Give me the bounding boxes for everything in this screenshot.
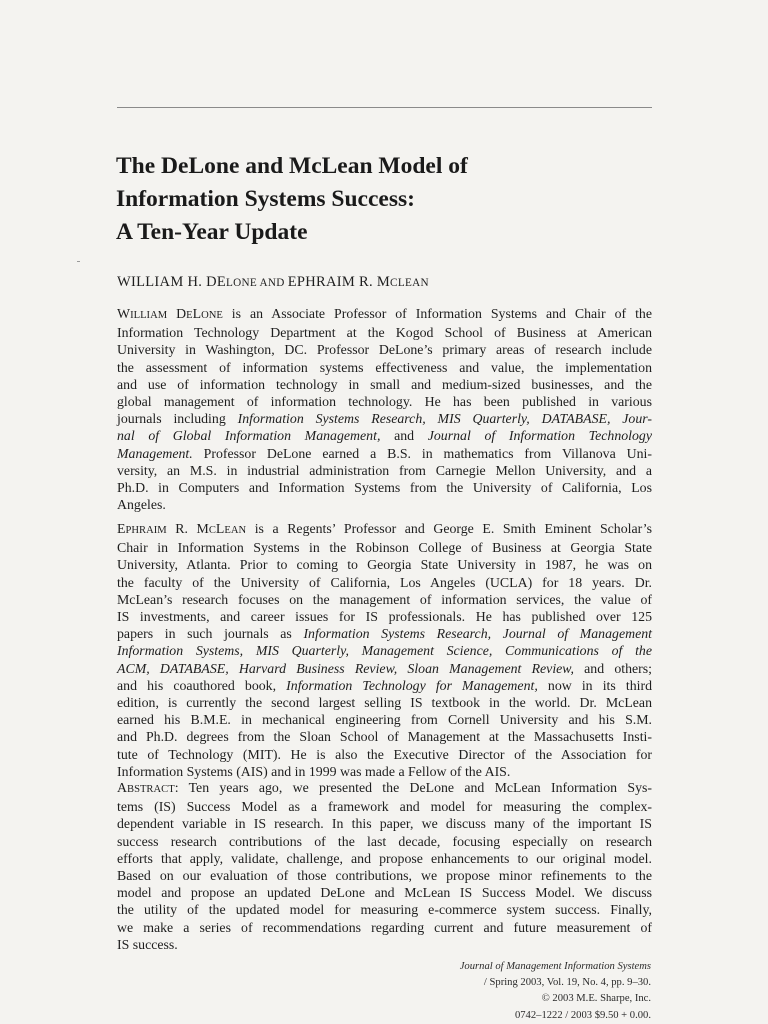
title-line-2: Information Systems Success: [116, 186, 415, 212]
bio1-line: the assessment of information systems effectiveness and value, the implementation [117, 359, 652, 375]
bio2-journals-italic-2: Information Systems, MIS Quarterly, Management Science, Communications of the [117, 643, 652, 659]
bio1-line: global management of information technology. He has been published in various [117, 394, 652, 410]
author-1-last: LONE [226, 277, 258, 289]
bio2-line: University, Atlanta. Prior to coming to Georgia State University in 1987, he was on [117, 557, 652, 573]
abstract-line: Based on our evaluation of those contributions, we propose minor refinements to the [117, 868, 652, 884]
top-rule [117, 107, 652, 108]
bio2-line: McLean’s research focuses on the management of information services, the value of [117, 591, 652, 607]
bio1-line [117, 445, 652, 462]
bio2-line: IS investments, and career issues for IS professionals. He has published over 125 [117, 609, 652, 625]
abstract-line [117, 779, 652, 798]
bio2-cap-l: L [215, 521, 225, 536]
abstract-line: IS success. [117, 936, 178, 952]
bio1-line: Ph.D. in Computers and Information Systems from the University of California, Los [117, 480, 652, 496]
author-2-last [398, 274, 429, 290]
abstract-line: dependent variable in IS research. In this paper, we discuss many of the important IS [117, 816, 652, 832]
bio1-sc-illiam: ILLIAM [130, 310, 168, 321]
bio1-line: Angeles. [117, 497, 166, 513]
bio-mclean [117, 520, 652, 780]
bio2-line-1-rest: is a Regents’ Professor and George E. Smith Eminent Scholar’s [246, 521, 652, 536]
article-title [116, 150, 676, 249]
bio1-jgim: nal of Global Information Management, [117, 428, 381, 444]
bio1-jitm: Journal of Information Technology [427, 428, 652, 444]
footer-citation [460, 959, 651, 991]
bio2-journals-italic-3: ACM, DATABASE, Harvard Business Review, Sloan Management Review, [117, 660, 574, 676]
bio2-book-title: Information Technology for Management, [286, 677, 538, 693]
bio2-line: the faculty of the University of California, Los Angeles (UCLA) for 18 years. Dr. [117, 574, 652, 590]
bio2-cap-r: R. M [166, 521, 209, 536]
bio1-degree: Professor DeLone earned a B.S. in mathematics from Villanova Uni- [192, 445, 652, 461]
bio2-line: tute of Technology (MIT). He is also the Executive Director of the Association for [117, 746, 652, 762]
bio1-journals-lead: journals including [117, 411, 238, 427]
author-1-first: WILLIAM H. DE [117, 274, 226, 290]
bio2-cap-e: E [117, 521, 126, 536]
abstract-sc-bstract: BSTRACT [127, 784, 175, 795]
bio1-line: Information Technology Department at the Kogod School of Business at American [117, 325, 652, 341]
abstract-line-1-rest: Ten years ago, we presented the DeLone and McLean Information Sys- [178, 780, 652, 795]
bio2-line [117, 520, 652, 539]
bio1-sc-one: ONE [201, 310, 223, 321]
bio1-line [117, 427, 652, 444]
author-2-last-text: LEAN [397, 277, 429, 289]
bio1-sc-e: E [186, 310, 193, 321]
bio1-cap-w: W [117, 306, 131, 321]
bio2-line [117, 677, 652, 694]
bio1-management: Management. [117, 445, 193, 461]
bio2-sc-ean: EAN [224, 525, 247, 536]
bio2-line: Information Systems (AIS) and in 1999 was made a Fellow of the AIS. [117, 763, 511, 779]
abstract-line: the utility of the updated model for measuring e-commerce system success. Finally, [117, 902, 652, 918]
bio2-line: earned his B.M.E. in mechanical engineering from Cornell University and his S.M. [117, 712, 652, 728]
title-line-1: The DeLone and McLean Model of [116, 153, 468, 179]
abstract-line: tems (IS) Success Model as a framework and model for measuring the complex- [117, 799, 652, 815]
bio1-cap-d: D [167, 306, 187, 321]
bio2-line: edition, is currently the second largest selling IS textbook in the world. Dr. McLean [117, 695, 652, 711]
bio1-line: versity, an M.S. in industrial administration from Carnegie Mellon University, and a [117, 462, 652, 478]
footer-issn: 0742–1222 / 2003 $9.50 + 0.00. [514, 1009, 651, 1021]
abstract [117, 779, 652, 953]
bio2-sc-c: C [208, 525, 216, 536]
abstract-line: we make a series of recommendations regarding current and future measurement of [117, 919, 652, 935]
title-line-3: A Ten-Year Update [116, 219, 308, 245]
author-and: AND [257, 277, 288, 289]
bio2-line: Chair in Information Systems in the Robinson College of Business at Georgia State [117, 540, 652, 556]
abstract-line: model and propose an updated DeLone and McLean IS Success Model. We discuss [117, 885, 652, 901]
bio1-journals-italic: Information Systems Research, MIS Quarterly, DATABASE, Jour- [237, 411, 652, 427]
footer-volume: / Spring 2003, Vol. 19, No. 4, pp. 9–30. [483, 977, 651, 989]
scan-speck [77, 261, 80, 262]
bio1-line [117, 410, 652, 427]
citation-footer [460, 959, 651, 1024]
bio2-line [117, 625, 652, 642]
abstract-cap-a: A [117, 780, 127, 795]
abstract-line: success research contributions of the last decade, focusing especially on research [117, 833, 652, 849]
abstract-colon: : [174, 780, 179, 795]
author-byline [117, 274, 429, 291]
bio1-cap-l: L [192, 306, 202, 321]
abstract-line: efforts that apply, validate, challenge, and propose enhancements to our original model. [117, 850, 652, 866]
bio2-line: and Ph.D. degrees from the Sloan School of Management at the Massachusetts Insti- [117, 729, 652, 745]
bio1-line [117, 305, 652, 324]
bio2-book-edition: now in its third [537, 677, 653, 693]
footer-journal: Journal of Management Information Systems [459, 961, 651, 972]
bio1-line-1-rest: is an Associate Professor of Information Systems and Chair of the [222, 306, 652, 321]
bio-delone [117, 305, 652, 513]
bio1-line: and use of information technology in small and medium-sized businesses, and the [117, 376, 652, 392]
bio2-journals-italic-1: Information Systems Research, Journal of Management [303, 626, 652, 642]
author-2-c: C [390, 277, 398, 289]
author-2-first: EPHRAIM R. M [287, 274, 391, 290]
bio2-sc-phraim: PHRAIM [125, 525, 167, 536]
bio2-and-others: and others; [573, 660, 653, 676]
bio1-line: University in Washington, DC. Professor DeLone’s primary areas of research include [117, 342, 652, 358]
bio2-book-lead: and his coauthored book, [117, 677, 287, 693]
bio2-line [117, 642, 652, 659]
footer-copyright: © 2003 M.E. Sharpe, Inc. [541, 993, 651, 1005]
bio2-journals-lead: papers in such journals as [117, 626, 304, 642]
bio2-line [117, 660, 652, 677]
bio1-and: and [380, 428, 428, 444]
